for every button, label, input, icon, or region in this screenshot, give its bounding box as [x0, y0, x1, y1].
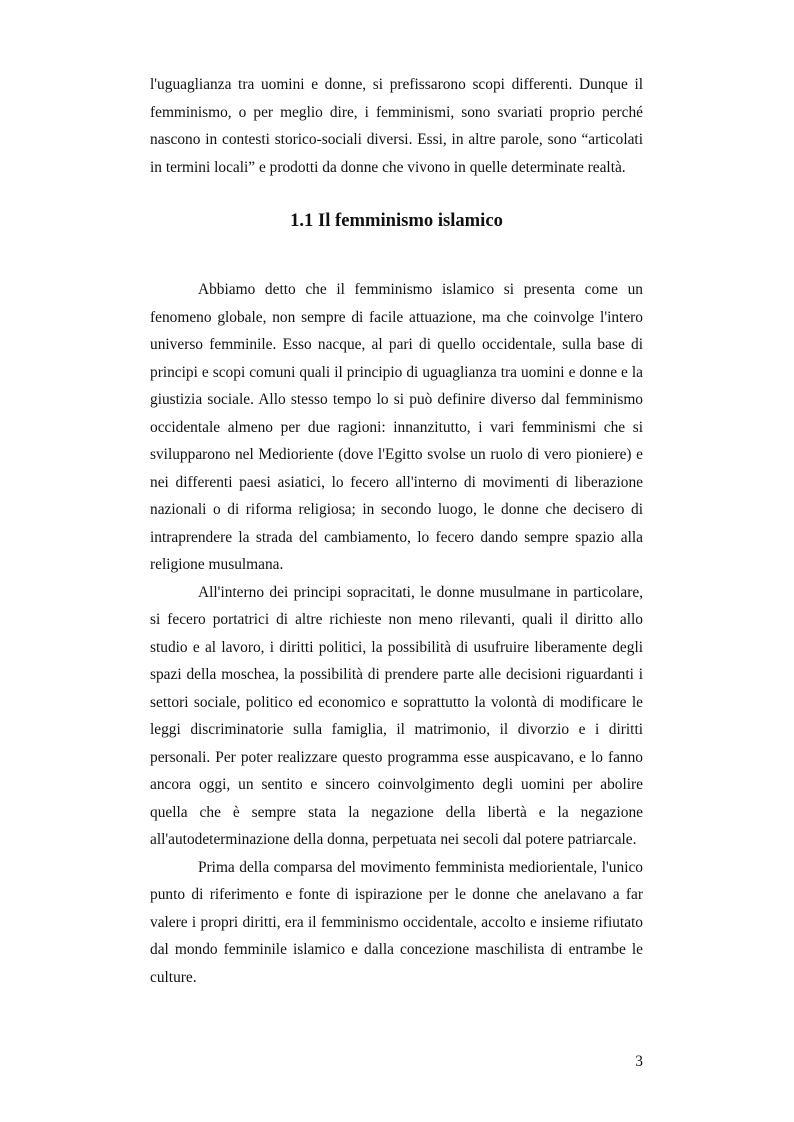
- body-paragraph-2: All'interno dei principi sopracitati, le donne musulmane in particolare, si fecero portatrici di altre richieste non meno rilevanti, quali il diritto allo studio e al lavoro, i diritti politici, la possibilità di usufruire liberamente degli spazi della moschea, la possibilità di prendere parte alle decisioni riguardanti i settori sociale, politico ed economico e soprattutto la volontà di modificare le leggi discriminatorie sulla famiglia, il matrimonio, il divorzio e i diritti personali. Per poter realizzare questo programma esse auspicavano, e lo fanno ancora oggi, un sentito e sincero coinvolgimento degli uomini per abolire quella che è sempre stata la negazione della libertà e la negazione all'autodeterminazione della donna, perpetuata nei secoli dal potere patriarcale.: [150, 583, 643, 848]
- section-heading: 1.1 Il femminismo islamico: [290, 210, 503, 231]
- page-number: 3: [635, 1053, 643, 1070]
- body-paragraph-1: Abbiamo detto che il femminismo islamico si presenta come un fenomeno globale, non sempre di facile attuazione, ma che coinvolge l'intero universo femminile. Esso nacque, al pari di quello occidentale, sulla base di principi e scopi comuni quali il principio di uguaglianza tra uomini e donne e la giustizia sociale. Allo stesso tempo lo si può definire diverso dal femminismo occidentale almeno per due ragioni: innanzitutto, i vari femminismi che si svilupparono nel Medioriente (dove l'Egitto svolse un ruolo di vero pioniere) e nei differenti paesi asiatici, lo fecero all'interno di movimenti di liberazione nazionali o di riforma religiosa; in secondo luogo, le donne che decisero di intraprendere la strada del cambiamento, lo fecero dando sempre spazio alla religione musulmana.: [150, 281, 643, 573]
- intro-paragraph: l'uguaglianza tra uomini e donne, si prefissarono scopi differenti. Dunque il femminismo, o per meglio dire, i femminismi, sono svariati proprio perché nascono in contesti storico-sociali diversi. Essi, in altre parole, sono “articolati in termini locali” e prodotti da donne che vivono in quelle determinate realtà.: [150, 76, 643, 176]
- document-page: [150, 71, 643, 991]
- body-paragraph-3: Prima della comparsa del movimento femminista mediorientale, l'unico punto di riferimento e fonte di ispirazione per le donne che anelavano a far valere i propri diritti, era il femminismo occidentale, accolto e insieme rifiutato dal mondo femminile islamico e dalla concezione maschilista di entrambe le culture.: [150, 858, 643, 986]
